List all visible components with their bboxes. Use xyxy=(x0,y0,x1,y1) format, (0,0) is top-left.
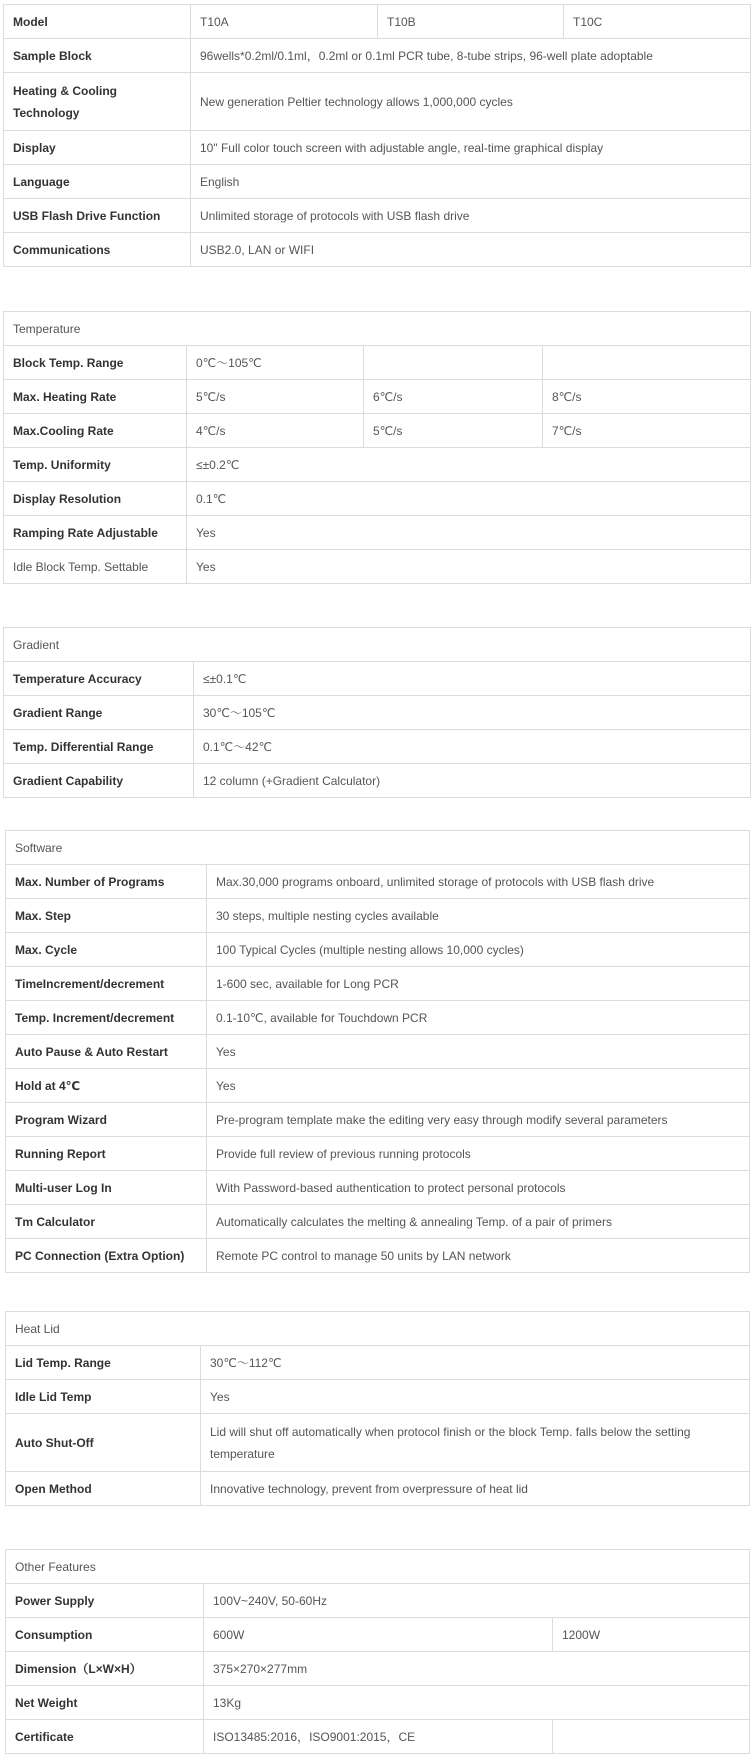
table-row xyxy=(6,1720,750,1754)
row-label: Communications xyxy=(4,233,191,267)
cell-value: Automatically calculates the melting & annealing Temp. of a pair of primers xyxy=(207,1205,750,1239)
section-title: Gradient xyxy=(4,628,751,662)
cell-value xyxy=(543,346,751,380)
cell-value: 5℃/s xyxy=(364,414,543,448)
cell-value: Remote PC control to manage 50 units by LAN network xyxy=(207,1239,750,1273)
cell-value: Yes xyxy=(207,1035,750,1069)
cell-value: 30℃～112℃ xyxy=(201,1346,750,1380)
row-label: PC Connection (Extra Option) xyxy=(6,1239,207,1273)
cell-value: ≤±0.1℃ xyxy=(194,662,751,696)
row-label: Display xyxy=(4,131,191,165)
cell-value: 12 column (+Gradient Calculator) xyxy=(194,764,751,798)
row-label: Gradient Capability xyxy=(4,764,194,798)
row-label: USB Flash Drive Function xyxy=(4,199,191,233)
row-label: Hold at 4℃ xyxy=(6,1069,207,1103)
section-title: Software xyxy=(6,831,750,865)
table-row xyxy=(6,865,750,899)
cell-value: 0.1-10℃, available for Touchdown PCR xyxy=(207,1001,750,1035)
table-row xyxy=(6,1035,750,1069)
section-title: Other Features xyxy=(6,1550,750,1584)
table-row xyxy=(4,131,751,165)
cell-value: Pre-program template make the editing very easy through modify several parameters xyxy=(207,1103,750,1137)
table-row xyxy=(4,764,751,798)
table-row xyxy=(4,550,751,584)
cell-value: 10" Full color touch screen with adjustable angle, real-time graphical display xyxy=(191,131,751,165)
table-row xyxy=(6,1001,750,1035)
table-row xyxy=(4,346,751,380)
row-label: Open Method xyxy=(6,1472,201,1506)
row-label: Consumption xyxy=(6,1618,204,1652)
cell-value xyxy=(364,346,543,380)
row-label: TimeIncrement/decrement xyxy=(6,967,207,1001)
cell-value: English xyxy=(191,165,751,199)
row-label: Model xyxy=(4,5,191,39)
cell-value: Innovative technology, prevent from overpressure of heat lid xyxy=(201,1472,750,1506)
table-row xyxy=(6,1472,750,1506)
row-label: Heating & Cooling Technology xyxy=(4,73,191,131)
other-features-table xyxy=(5,1549,750,1754)
table-row xyxy=(4,730,751,764)
cell-value: USB2.0, LAN or WIFI xyxy=(191,233,751,267)
cell-value: 1200W xyxy=(553,1618,750,1652)
table-row xyxy=(4,516,751,550)
row-label: Max. Heating Rate xyxy=(4,380,187,414)
cell-value: Yes xyxy=(201,1380,750,1414)
table-row xyxy=(4,73,751,131)
cell-value: Yes xyxy=(187,516,751,550)
section-header-row xyxy=(4,628,751,662)
table-row xyxy=(6,933,750,967)
row-label: Max.Cooling Rate xyxy=(4,414,187,448)
table-row xyxy=(4,233,751,267)
row-label: Running Report xyxy=(6,1137,207,1171)
cell-value: 5℃/s xyxy=(187,380,364,414)
table-row xyxy=(4,414,751,448)
table-row xyxy=(4,448,751,482)
table-row xyxy=(6,1239,750,1273)
gradient-table xyxy=(3,627,751,798)
row-label: Dimension（L×W×H） xyxy=(6,1652,204,1686)
section-header-row xyxy=(6,1550,750,1584)
cell-value: Max.30,000 programs onboard, unlimited storage of protocols with USB flash drive xyxy=(207,865,750,899)
row-label: Temp. Differential Range xyxy=(4,730,194,764)
cell-value: T10A xyxy=(191,5,378,39)
cell-value: 8℃/s xyxy=(543,380,751,414)
row-label: Gradient Range xyxy=(4,696,194,730)
row-label: Temp. Uniformity xyxy=(4,448,187,482)
row-label: Net Weight xyxy=(6,1686,204,1720)
cell-value: 100 Typical Cycles (multiple nesting allows 10,000 cycles) xyxy=(207,933,750,967)
software-table xyxy=(5,830,750,1273)
row-label: Idle Lid Temp xyxy=(6,1380,201,1414)
row-label: Lid Temp. Range xyxy=(6,1346,201,1380)
table-row xyxy=(4,165,751,199)
row-label: Ramping Rate Adjustable xyxy=(4,516,187,550)
row-label: Temperature Accuracy xyxy=(4,662,194,696)
cell-value: Provide full review of previous running protocols xyxy=(207,1137,750,1171)
table-row xyxy=(6,1137,750,1171)
cell-value: 13Kg xyxy=(204,1686,750,1720)
table-row xyxy=(6,1686,750,1720)
cell-value: 6℃/s xyxy=(364,380,543,414)
row-label: Auto Shut-Off xyxy=(6,1414,201,1472)
row-label: Sample Block xyxy=(4,39,191,73)
table-row xyxy=(4,199,751,233)
row-label: Max. Step xyxy=(6,899,207,933)
cell-value: 0.1℃～42℃ xyxy=(194,730,751,764)
cell-value: Yes xyxy=(187,550,751,584)
cell-value: 30 steps, multiple nesting cycles available xyxy=(207,899,750,933)
cell-value: 96wells*0.2ml/0.1ml，0.2ml or 0.1ml PCR tube, 8-tube strips, 96-well plate adoptable xyxy=(191,39,751,73)
table-row xyxy=(6,899,750,933)
row-label: Block Temp. Range xyxy=(4,346,187,380)
table-row xyxy=(4,380,751,414)
row-label: Certificate xyxy=(6,1720,204,1754)
cell-value xyxy=(553,1720,750,1754)
row-label: Temp. Increment/decrement xyxy=(6,1001,207,1035)
table-row xyxy=(6,1380,750,1414)
table-row xyxy=(6,1652,750,1686)
row-label: Auto Pause & Auto Restart xyxy=(6,1035,207,1069)
table-row xyxy=(4,39,751,73)
row-label: Max. Number of Programs xyxy=(6,865,207,899)
table-row xyxy=(6,1414,750,1472)
row-label: Power Supply xyxy=(6,1584,204,1618)
section-header-row xyxy=(6,1312,750,1346)
section-title: Temperature xyxy=(4,312,751,346)
row-label: Multi-user Log In xyxy=(6,1171,207,1205)
cell-value: 0.1℃ xyxy=(187,482,751,516)
temperature-table xyxy=(3,311,751,584)
cell-value: Yes xyxy=(207,1069,750,1103)
cell-value: 600W xyxy=(204,1618,553,1652)
table-row xyxy=(6,1171,750,1205)
row-label: Program Wizard xyxy=(6,1103,207,1137)
table-row xyxy=(6,1205,750,1239)
cell-value: ≤±0.2℃ xyxy=(187,448,751,482)
cell-value: 100V~240V, 50-60Hz xyxy=(204,1584,750,1618)
cell-value: New generation Peltier technology allows 1,000,000 cycles xyxy=(191,73,751,131)
table-row xyxy=(6,1069,750,1103)
cell-value: 0℃～105℃ xyxy=(187,346,364,380)
table-row xyxy=(4,482,751,516)
cell-value: T10B xyxy=(378,5,564,39)
table-row xyxy=(6,1346,750,1380)
cell-value: With Password-based authentication to protect personal protocols xyxy=(207,1171,750,1205)
cell-value: 375×270×277mm xyxy=(204,1652,750,1686)
table-row xyxy=(4,5,751,39)
table-row xyxy=(4,662,751,696)
row-label: Display Resolution xyxy=(4,482,187,516)
row-label: Idle Block Temp. Settable xyxy=(4,550,187,584)
section-title: Heat Lid xyxy=(6,1312,750,1346)
cell-value: T10C xyxy=(564,5,751,39)
cell-value: Lid will shut off automatically when protocol finish or the block Temp. falls below the setting temperature xyxy=(201,1414,750,1472)
row-label: Tm Calculator xyxy=(6,1205,207,1239)
table-row xyxy=(6,1103,750,1137)
cell-value: Unlimited storage of protocols with USB flash drive xyxy=(191,199,751,233)
section-header-row xyxy=(6,831,750,865)
table-row xyxy=(6,1618,750,1652)
cell-value: ISO13485:2016，ISO9001:2015，CE xyxy=(204,1720,553,1754)
model-spec-table xyxy=(3,4,751,267)
cell-value: 1-600 sec, available for Long PCR xyxy=(207,967,750,1001)
cell-value: 7℃/s xyxy=(543,414,751,448)
row-label: Max. Cycle xyxy=(6,933,207,967)
table-row xyxy=(4,696,751,730)
row-label: Language xyxy=(4,165,191,199)
cell-value: 4℃/s xyxy=(187,414,364,448)
heat-lid-table xyxy=(5,1311,750,1506)
table-row xyxy=(6,967,750,1001)
section-header-row xyxy=(4,312,751,346)
cell-value: 30℃～105℃ xyxy=(194,696,751,730)
table-row xyxy=(6,1584,750,1618)
